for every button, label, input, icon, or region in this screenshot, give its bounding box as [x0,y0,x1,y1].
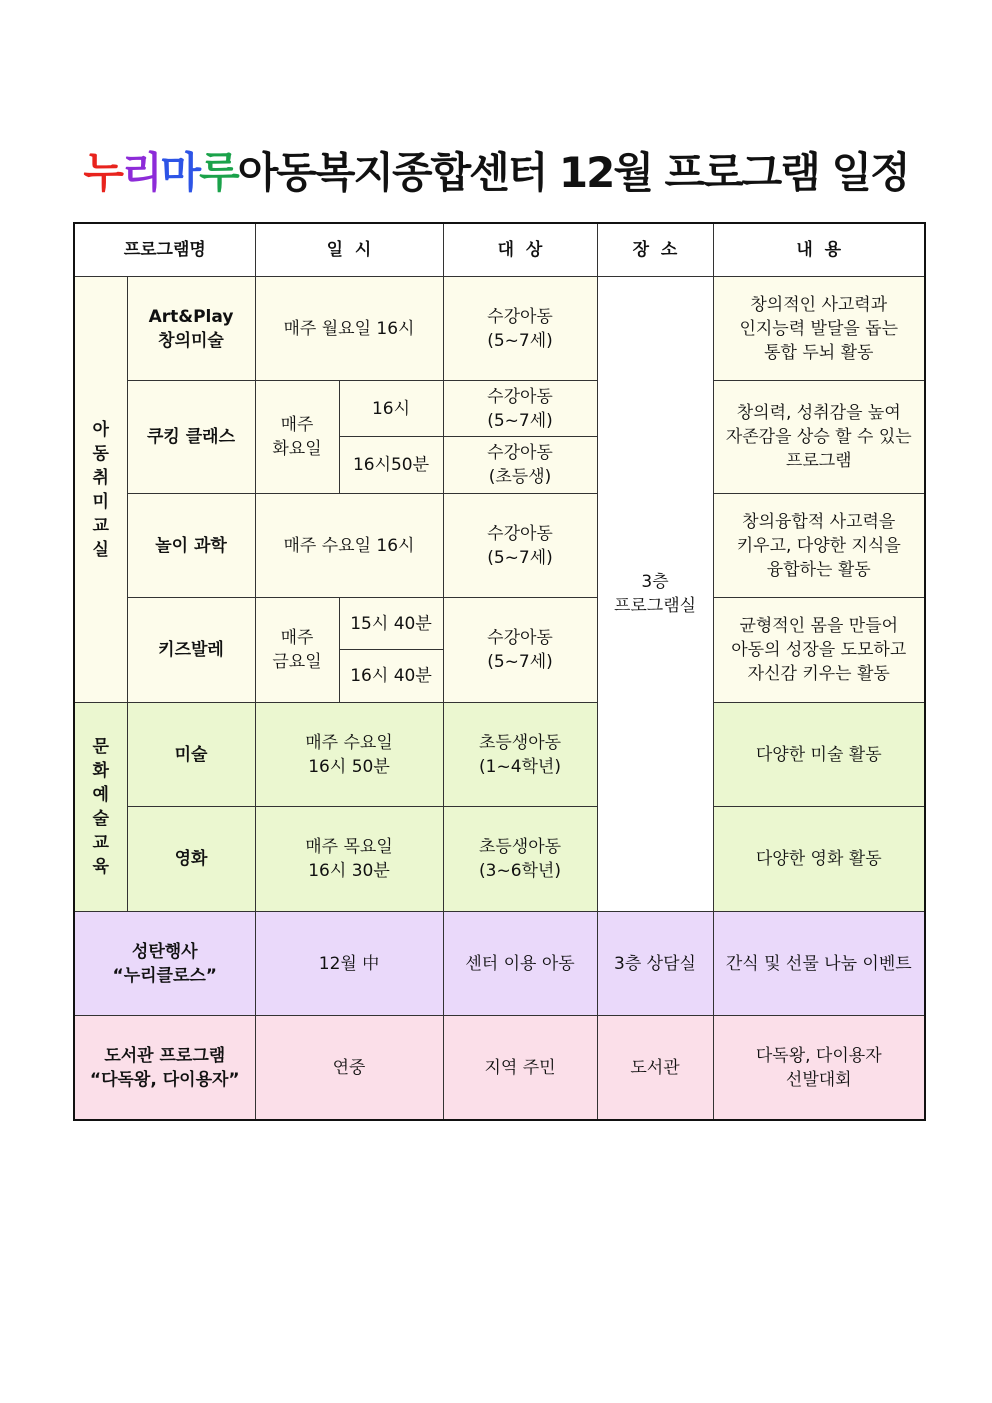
program-datetime: 매주 수요일 16시 [255,494,443,598]
table-row [74,1016,925,1120]
program-content: 창의융합적 사고력을 키우고, 다양한 지식을 융합하는 활동 [713,494,925,598]
brand-char-4: 루 [199,148,238,197]
table-row [74,277,925,381]
shared-place: 3층 프로그램실 [597,277,713,912]
page-title [0,140,992,200]
header-content: 내 용 [713,223,925,277]
brand-char-2: 리 [121,148,161,197]
program-name: 미술 [127,703,255,807]
program-name: 쿠킹 클래스 [127,381,255,494]
table-row [74,912,925,1016]
program-day: 매주 화요일 [255,381,339,494]
program-time: 16시 [339,381,443,437]
brand-char-3: 마 [160,148,200,197]
program-name: 도서관 프로그램 “다독왕, 다이용자” [74,1016,255,1120]
program-content: 창의력, 성취감을 높여 자존감을 상승 할 수 있는 프로그램 [713,381,925,494]
program-time: 16시50분 [339,437,443,494]
program-target: 센터 이용 아동 [443,912,597,1016]
title-text: 아동복지종합센터 12월 프로그램 일정 [237,148,909,197]
program-target: 수강아동 (5~7세) [443,381,597,437]
table-row [74,703,925,807]
header-place: 장 소 [597,223,713,277]
program-target: 초등생아동 (3~6학년) [443,807,597,912]
program-content: 다독왕, 다이용자 선발대회 [713,1016,925,1120]
program-datetime: 매주 목요일 16시 30분 [255,807,443,912]
program-datetime: 12월 中 [255,912,443,1016]
program-datetime: 매주 수요일 16시 50분 [255,703,443,807]
schedule-table [73,222,926,1121]
program-name: 놀이 과학 [127,494,255,598]
program-target: 수강아동 (5~7세) [443,494,597,598]
program-time: 15시 40분 [339,598,443,650]
program-time: 16시 40분 [339,650,443,703]
program-target: 수강아동 (초등생) [443,437,597,494]
header-datetime: 일 시 [255,223,443,277]
program-content: 간식 및 선물 나눔 이벤트 [713,912,925,1016]
program-name: 키즈발레 [127,598,255,703]
table-row [74,807,925,912]
program-target: 지역 주민 [443,1016,597,1120]
brand-char-1: 누 [83,148,122,197]
program-target: 초등생아동 (1~4학년) [443,703,597,807]
group-label-culture: 문화예술교육 [74,703,127,912]
program-content: 균형적인 몸을 만들어 아동의 성장을 도모하고 자신감 키우는 활동 [713,598,925,703]
program-target: 수강아동 (5~7세) [443,277,597,381]
program-place: 도서관 [597,1016,713,1120]
header-program: 프로그램명 [74,223,255,277]
table-row [74,381,925,437]
table-row [74,598,925,650]
program-content: 창의적인 사고력과 인지능력 발달을 돕는 통합 두뇌 활동 [713,277,925,381]
group-label-hobby: 아동취미교실 [74,277,127,703]
program-target: 수강아동 (5~7세) [443,598,597,703]
header-row [74,223,925,277]
program-datetime: 연중 [255,1016,443,1120]
header-target: 대 상 [443,223,597,277]
table-row [74,494,925,598]
program-day: 매주 금요일 [255,598,339,703]
program-place: 3층 상담실 [597,912,713,1016]
program-name: Art&Play 창의미술 [127,277,255,381]
program-content: 다양한 영화 활동 [713,807,925,912]
program-content: 다양한 미술 활동 [713,703,925,807]
program-name: 성탄행사 “누리클로스” [74,912,255,1016]
program-datetime: 매주 월요일 16시 [255,277,443,381]
program-name: 영화 [127,807,255,912]
